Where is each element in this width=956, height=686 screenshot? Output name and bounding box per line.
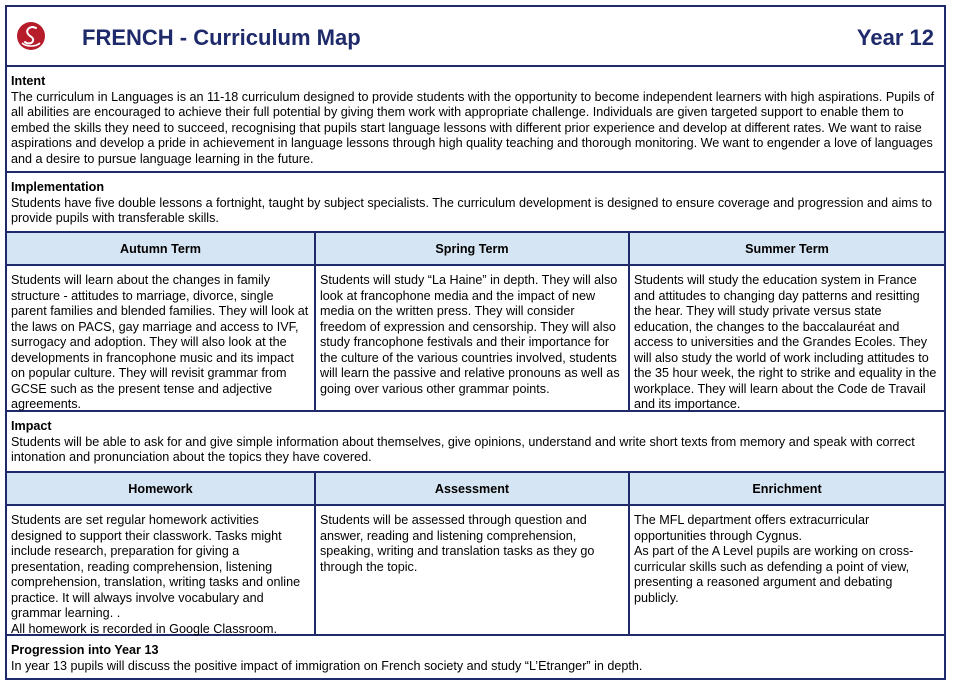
terms-body-row (7, 266, 944, 412)
implementation-section (7, 173, 944, 233)
page-title: FRENCH - Curriculum Map (82, 25, 361, 50)
extras-header-row (7, 473, 944, 506)
impact-section (7, 412, 944, 473)
extras-body-row (7, 506, 944, 636)
curriculum-map (5, 5, 946, 680)
intent-text: The curriculum in Languages is an 11-18 curriculum designed to provide students with the opportunity to become independent learners with high aspirations. Pupils of all abilities are encouraged to achieve their full potential by giving them work with appropriate challenge. Individuals are given targeted support to enable them to embed the skills they need to succeed, recognising that pupils start language lessons with different prior experience and develop at different rates. We want to raise aspirations and develop a pride in achievement in language lessons through high quality teaching and thorough monitoring. We want to engender a love of languages and a desire to pursue language learning in the future. (11, 89, 935, 166)
enrichment-content (630, 506, 944, 634)
summer-term-content: Students will study the education system in France and attitudes to changing day patterns and resitting the hear. They will study private versus state education, the changes to the baccalauréat and access to universities and the Grandes Ecoles. They will also study the world of work including attitudes to the 35 hour week, the right to strike and equality in the workplace. They will learn about the Code de Travail and its importance. (634, 273, 937, 411)
impact-text: Students will be able to ask for and give simple information about themselves, give opinions, understand and write short texts from memory and speak with correct intonation and pronunciation about the topics they have covered. (11, 434, 915, 464)
implementation-text: Students have five double lessons a fortnight, taught by subject specialists. The curriculum development is designed to ensure coverage and progression and aims to provide pupils with transferable skills. (11, 195, 933, 225)
enrichment-paragraph: The MFL department offers extracurricular opportunities through Cygnus. (634, 513, 870, 543)
summer-term-heading: Summer Term (630, 233, 944, 264)
spring-term-heading: Spring Term (316, 233, 630, 264)
progression-section (7, 636, 944, 678)
intent-section (7, 67, 944, 173)
terms-header-row (7, 233, 944, 266)
year-label: Year 12 (856, 25, 934, 50)
impact-heading: Impact (11, 419, 52, 433)
autumn-term-heading: Autumn Term (7, 233, 316, 264)
homework-paragraph: Students are set regular homework activities designed to support their classwork. Tasks might include research, preparation for giving a presentation, reading comprehension, listening comprehension, translation, writing tasks and online practice. It will always involve vocabulary and grammar learning. . (11, 513, 301, 620)
spring-term-content: Students will study “La Haine” in depth. They will also look at francophone media and the impact of new media on the written press. They will consider freedom of expression and censorship. They will also study francophone festivals and their importance for the culture of the various countries involved, students will learn the passive and relative pronouns as well as going over various other grammar points. (316, 266, 630, 410)
assessment-heading: Assessment (316, 473, 630, 504)
progression-text: In year 13 pupils will discuss the positive impact of immigration on French society and study “L’Etranger” in depth. (11, 658, 643, 673)
autumn-term-content: Students will learn about the changes in family structure - attitudes to marriage, divorce, single parent families and blended families. They will look at the laws on PACS, gay marriage and access to IVF, surrogacy and adoption. They will also look at the developments in francophone music and its impact on popular culture. They will revisit grammar from GCSE such as the present tense and adjective agreements. (7, 266, 316, 410)
homework-content (7, 506, 316, 634)
homework-paragraph: All homework is recorded in Google Classroom. (11, 621, 277, 636)
enrichment-paragraph: As part of the A Level pupils are working on cross-curricular skills such as defending a point of view, presenting a reasoned argument and debating publicly. (634, 544, 914, 605)
page-header (7, 7, 944, 67)
enrichment-heading: Enrichment (630, 473, 944, 504)
school-swan-logo-icon (16, 21, 46, 51)
assessment-content (316, 506, 630, 634)
progression-heading: Progression into Year 13 (11, 643, 159, 657)
implementation-heading: Implementation (11, 180, 105, 194)
assessment-paragraph: Students will be assessed through question and answer, reading and listening comprehension, speaking, writing and translation tasks as they go through the topic. (320, 513, 595, 574)
homework-heading: Homework (7, 473, 316, 504)
intent-heading: Intent (11, 74, 46, 88)
